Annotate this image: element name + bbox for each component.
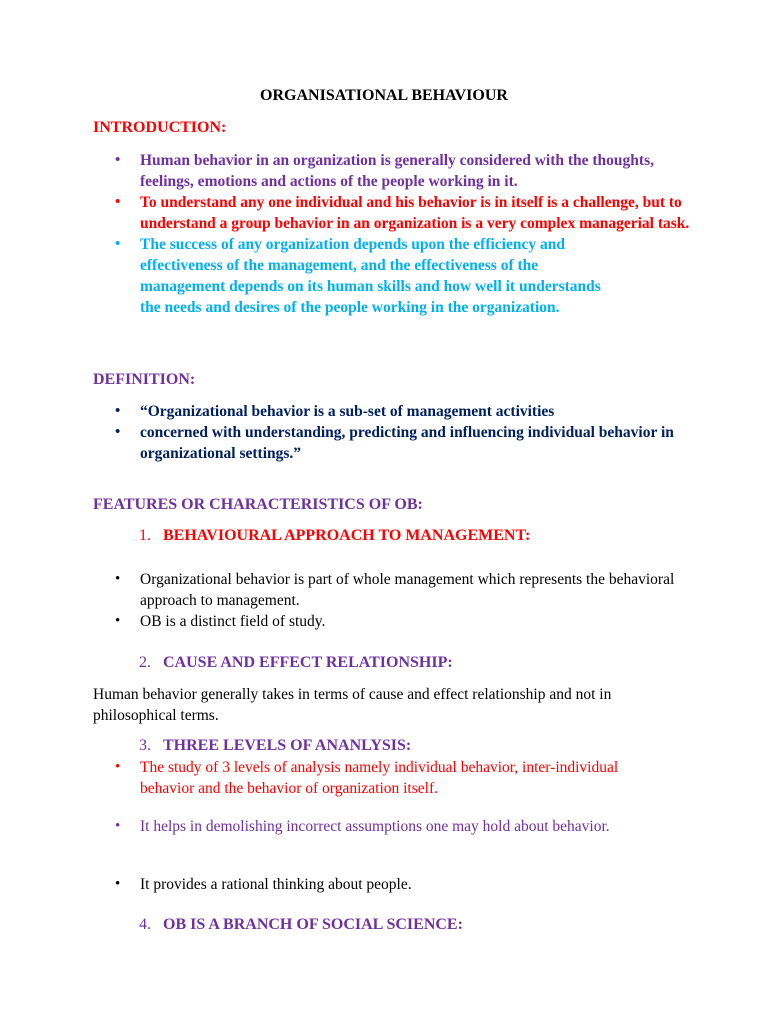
feature-3-list-c bbox=[93, 874, 653, 895]
list-item: • “Organizational behavior is a sub-set of management activities bbox=[93, 401, 693, 422]
introduction-heading: INTRODUCTION: bbox=[93, 119, 227, 136]
feature-3-list-a bbox=[93, 757, 653, 799]
list-item: • The success of any organization depends upon the efficiency and effectiveness of the management, and the effectiveness of the management depends on its human skills and how well it understands the needs and desires of the people working in the organization. bbox=[93, 234, 693, 318]
feature-1-list bbox=[93, 569, 693, 632]
feature-4-heading bbox=[139, 916, 463, 934]
feature-2-paragraph: Human behavior generally takes in terms of cause and effect relationship and not in philosophical terms. bbox=[93, 686, 612, 724]
feature-2-heading bbox=[139, 654, 453, 672]
list-item: • It helps in demolishing incorrect assumptions one may hold about behavior. bbox=[93, 816, 653, 837]
feature-1-number: 1. bbox=[139, 527, 151, 544]
feature-3-title: THREE LEVELS OF ANANLYSIS: bbox=[163, 737, 412, 754]
definition-heading: DEFINITION: bbox=[93, 371, 196, 388]
feature-2-title: CAUSE AND EFFECT RELATIONSHIP: bbox=[163, 654, 453, 671]
feature-3-list-b bbox=[93, 816, 653, 837]
feature-4-number: 4. bbox=[139, 916, 151, 933]
feature-1-title: BEHAVIOURAL APPROACH TO MANAGEMENT: bbox=[163, 527, 531, 544]
feature-1-heading bbox=[139, 527, 530, 545]
list-item: • Organizational behavior is part of whole management which represents the behavioral approach to management. bbox=[93, 569, 693, 611]
list-item: • Human behavior in an organization is generally considered with the thoughts, feelings, emotions and actions of the people working in it. bbox=[93, 150, 693, 192]
introduction-list bbox=[93, 150, 693, 318]
list-item: • concerned with understanding, predicting and influencing individual behavior in organizational settings.” bbox=[93, 422, 693, 464]
feature-3-heading bbox=[139, 737, 411, 755]
list-item: • It provides a rational thinking about people. bbox=[93, 874, 653, 895]
definition-list bbox=[93, 401, 693, 464]
feature-2-number: 2. bbox=[139, 654, 151, 671]
list-item: • To understand any one individual and his behavior is in itself is a challenge, but to understand a group behavior in an organization is a very complex managerial task. bbox=[93, 192, 693, 234]
feature-3-number: 3. bbox=[139, 737, 151, 754]
page-title: ORGANISATIONAL BEHAVIOUR bbox=[260, 87, 508, 104]
feature-4-title: OB IS A BRANCH OF SOCIAL SCIENCE: bbox=[163, 916, 463, 933]
list-item: • OB is a distinct field of study. bbox=[93, 611, 693, 632]
features-heading: FEATURES OR CHARACTERISTICS OF OB: bbox=[93, 496, 423, 513]
list-item: • The study of 3 levels of analysis namely individual behavior, inter-individual behavior and the behavior of organization itself. bbox=[93, 757, 653, 799]
